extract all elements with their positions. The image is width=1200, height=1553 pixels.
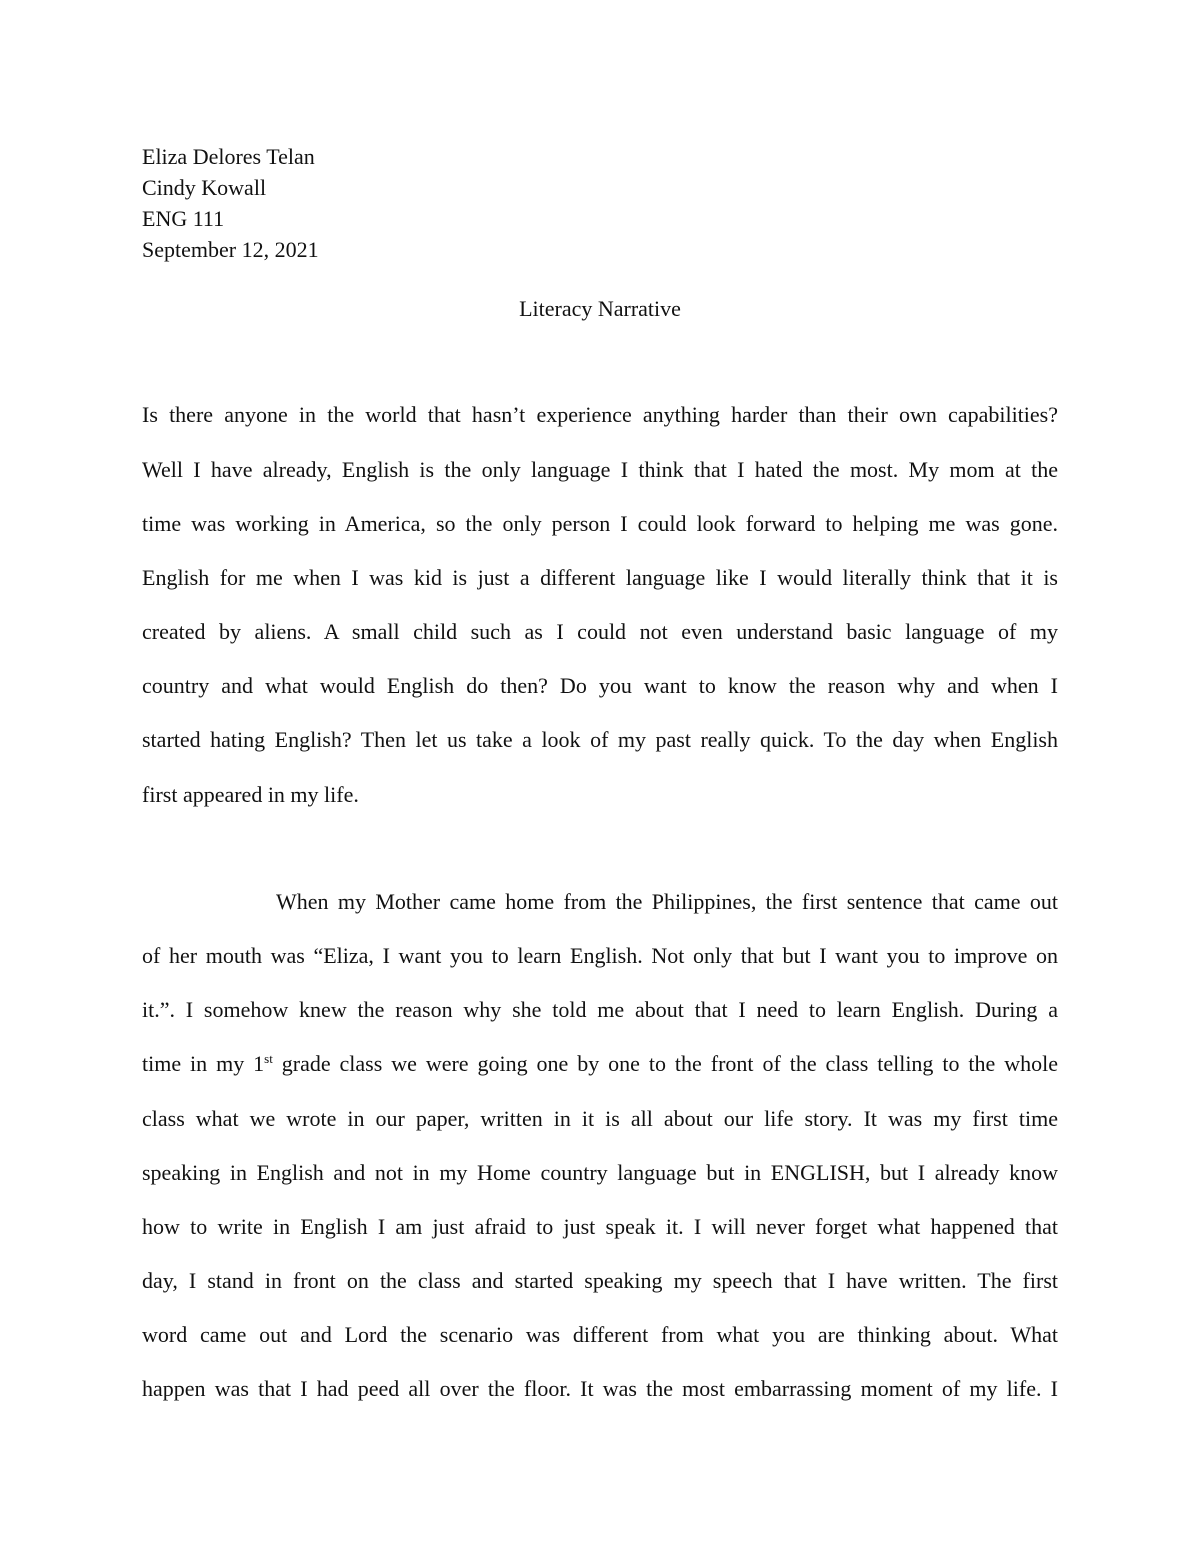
instructor-name: Cindy Kowall [142, 175, 267, 200]
paragraph-1-line: country and what would English do then? Do you want to know the reason why and when I [142, 673, 1058, 698]
line-text: time in my 1 [142, 1051, 265, 1076]
author-name: Eliza Delores Telan [142, 144, 315, 169]
paragraph-2-line [142, 1049, 1058, 1079]
paragraph-2-line: day, I stand in front on the class and started speaking my speech that I have written. The first [142, 1268, 1058, 1293]
document-title: Literacy Narrative [519, 296, 681, 321]
paragraph-2-line: how to write in English I am just afraid to just speak it. I will never forget what happened that [142, 1214, 1058, 1239]
paragraph-1-line: created by aliens. A small child such as I could not even understand basic language of my [142, 619, 1058, 644]
paragraph-1-line: time was working in America, so the only person I could look forward to helping me was gone. [142, 511, 1058, 536]
header-block [142, 141, 319, 265]
paragraph-2-line: it.”. I somehow knew the reason why she told me about that I need to learn English. During a [142, 997, 1058, 1022]
paragraph-2-line: speaking in English and not in my Home country language but in ENGLISH, but I already know [142, 1160, 1058, 1185]
paragraph-2-line: word came out and Lord the scenario was different from what you are thinking about. What [142, 1322, 1058, 1347]
document-date: September 12, 2021 [142, 237, 319, 262]
paragraph-2-line: of her mouth was “Eliza, I want you to learn English. Not only that but I want you to improve on [142, 943, 1058, 968]
paragraph-2-line: class what we wrote in our paper, written in it is all about our life story. It was my first time [142, 1106, 1058, 1131]
paragraph-1-line: Well I have already, English is the only language I think that I hated the most. My mom at the [142, 457, 1058, 482]
paragraph-2-line: happen was that I had peed all over the floor. It was the most embarrassing moment of my life. I [142, 1376, 1058, 1401]
paragraph-1-line: started hating English? Then let us take a look of my past really quick. To the day when English [142, 727, 1058, 752]
paragraph-1-line: first appeared in my life. [142, 782, 359, 807]
line-text: grade class we were going one by one to the front of the class telling to the whole [272, 1051, 1058, 1076]
paragraph-1-line: English for me when I was kid is just a different language like I would literally think that it is [142, 565, 1058, 590]
paragraph-2-line: When my Mother came home from the Philippines, the first sentence that came out [276, 889, 1058, 914]
ordinal-superscript: st [264, 1051, 273, 1066]
paragraph-1-line: Is there anyone in the world that hasn’t experience anything harder than their own capabilities? [142, 402, 1058, 427]
course-code: ENG 111 [142, 206, 225, 231]
